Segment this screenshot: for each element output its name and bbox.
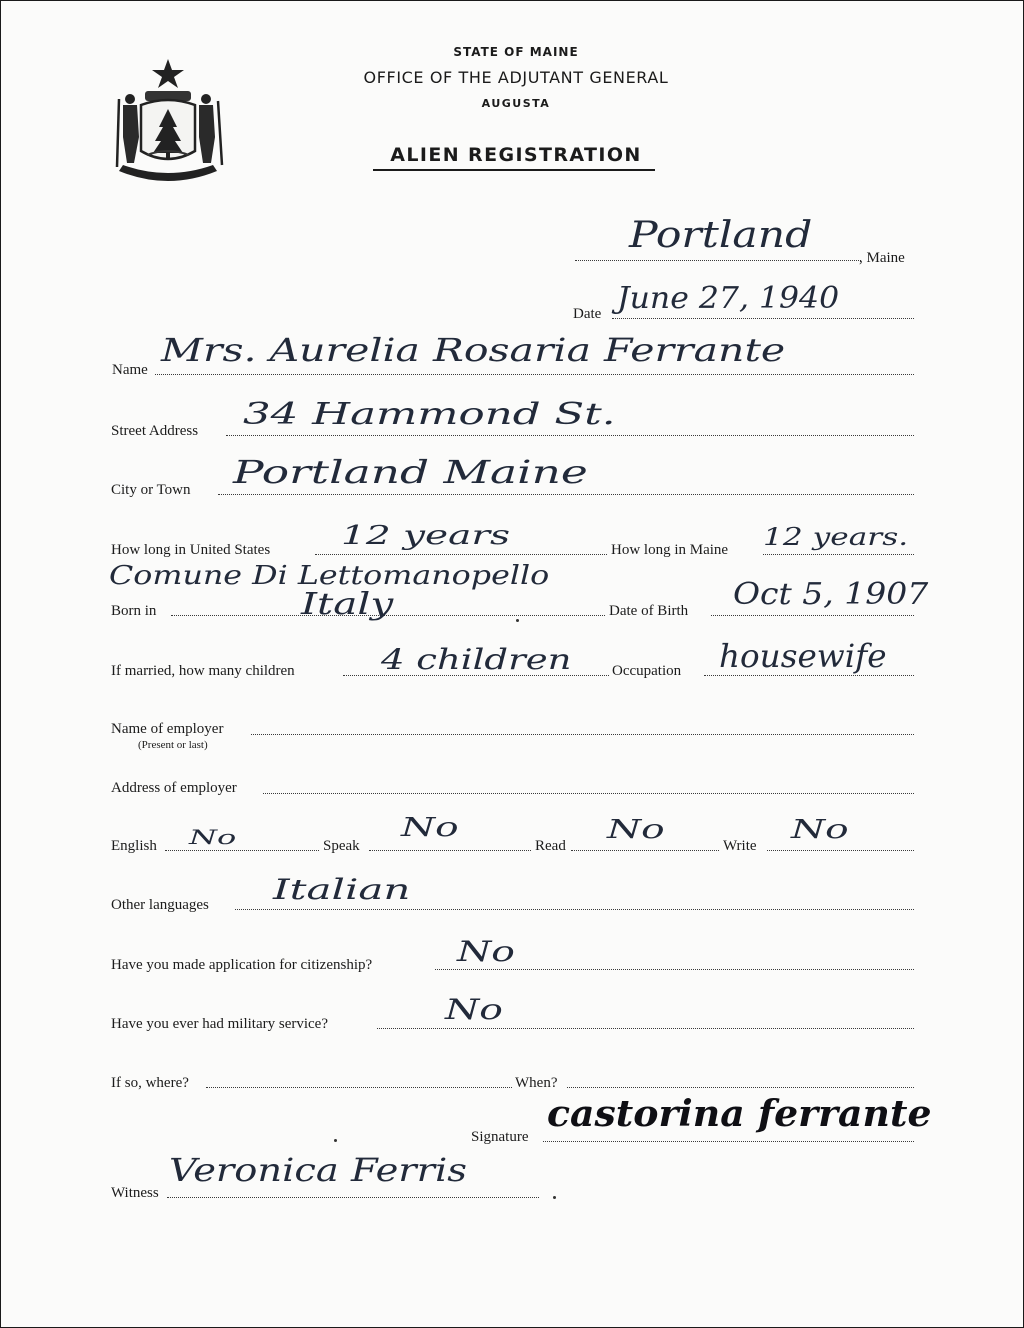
how-long-maine-label: How long in Maine	[611, 542, 729, 558]
signature-line	[543, 1141, 914, 1142]
other-languages-line	[235, 909, 914, 910]
street-label: Street Address	[111, 423, 199, 439]
when-label: When?	[515, 1075, 558, 1091]
maine-state-seal	[109, 55, 227, 189]
place-entry: Portland	[629, 215, 813, 256]
how-long-maine-line	[763, 554, 914, 555]
witness-label: Witness	[111, 1185, 159, 1201]
read-line	[571, 850, 719, 851]
scan-speck	[516, 619, 519, 622]
how-long-us-line	[315, 554, 607, 555]
scan-speck	[553, 1196, 556, 1199]
occupation-line	[704, 675, 914, 676]
witness-line	[167, 1197, 539, 1198]
date-entry: June 27, 1940	[617, 281, 840, 316]
maine-label: , Maine	[859, 250, 905, 266]
name-line	[155, 374, 914, 375]
signature-entry: castorina ferrante	[547, 1093, 932, 1135]
years-us-entry: 12 years	[341, 521, 511, 551]
employer-name-line	[251, 734, 914, 735]
born-country-entry: Italy	[301, 587, 394, 622]
if-so-where-label: If so, where?	[111, 1075, 189, 1091]
when-line	[567, 1087, 914, 1088]
children-label: If married, how many children	[111, 663, 295, 679]
name-entry: Mrs. Aurelia Rosaria Ferrante	[161, 331, 786, 369]
write-label: Write	[723, 838, 757, 854]
employer-address-label: Address of employer	[111, 780, 237, 796]
english-line	[165, 850, 319, 851]
office-heading: OFFICE OF THE ADJUTANT GENERAL	[363, 68, 669, 87]
speak-line	[369, 850, 531, 851]
speak-label: Speak	[323, 838, 360, 854]
city-label: City or Town	[111, 482, 191, 498]
citizenship-label: Have you made application for citizenship?	[111, 957, 373, 973]
write-entry: No	[791, 815, 849, 845]
citizenship-entry: No	[457, 935, 515, 968]
title-underline	[373, 169, 655, 171]
english-label: English	[111, 838, 157, 854]
name-label: Name	[112, 362, 148, 378]
street-entry: 34 Hammond St.	[243, 397, 616, 432]
witness-entry: Veronica Ferris	[169, 1151, 467, 1189]
dob-label: Date of Birth	[609, 603, 689, 619]
dob-line	[711, 615, 914, 616]
employer-name-label: Name of employer	[111, 721, 224, 737]
read-entry: No	[607, 815, 665, 845]
write-line	[767, 850, 914, 851]
state-heading: STATE OF MAINE	[453, 45, 579, 59]
other-languages-label: Other languages	[111, 897, 209, 913]
place-line	[575, 260, 861, 261]
speak-entry: No	[401, 813, 459, 843]
city-line	[218, 494, 914, 495]
how-long-us-label: How long in United States	[111, 542, 271, 558]
signature-label: Signature	[471, 1129, 529, 1145]
citizenship-line	[435, 969, 914, 970]
military-entry: No	[445, 993, 503, 1026]
military-line	[377, 1028, 914, 1029]
english-entry: No	[189, 825, 237, 849]
scan-speck	[334, 1139, 337, 1142]
other-languages-entry: Italian	[273, 873, 411, 906]
street-line	[226, 435, 914, 436]
read-label: Read	[535, 838, 566, 854]
city-heading: AUGUSTA	[481, 97, 551, 110]
employer-sub-label: (Present or last)	[138, 739, 208, 751]
occupation-label: Occupation	[612, 663, 682, 679]
born-in-label: Born in	[111, 603, 157, 619]
children-entry: 4 children	[381, 643, 572, 676]
employer-address-line	[263, 793, 914, 794]
dob-entry: Oct 5, 1907	[733, 577, 929, 612]
years-maine-entry: 12 years.	[763, 523, 909, 551]
city-entry: Portland Maine	[233, 453, 588, 491]
date-line	[612, 318, 914, 319]
where-line	[206, 1087, 512, 1088]
military-label: Have you ever had military service?	[111, 1016, 328, 1032]
date-label: Date	[573, 306, 602, 322]
form-title: ALIEN REGISTRATION	[390, 144, 642, 166]
born-commune-entry: Comune Di Lettomanopello	[109, 561, 550, 591]
occupation-entry: housewife	[719, 637, 887, 675]
